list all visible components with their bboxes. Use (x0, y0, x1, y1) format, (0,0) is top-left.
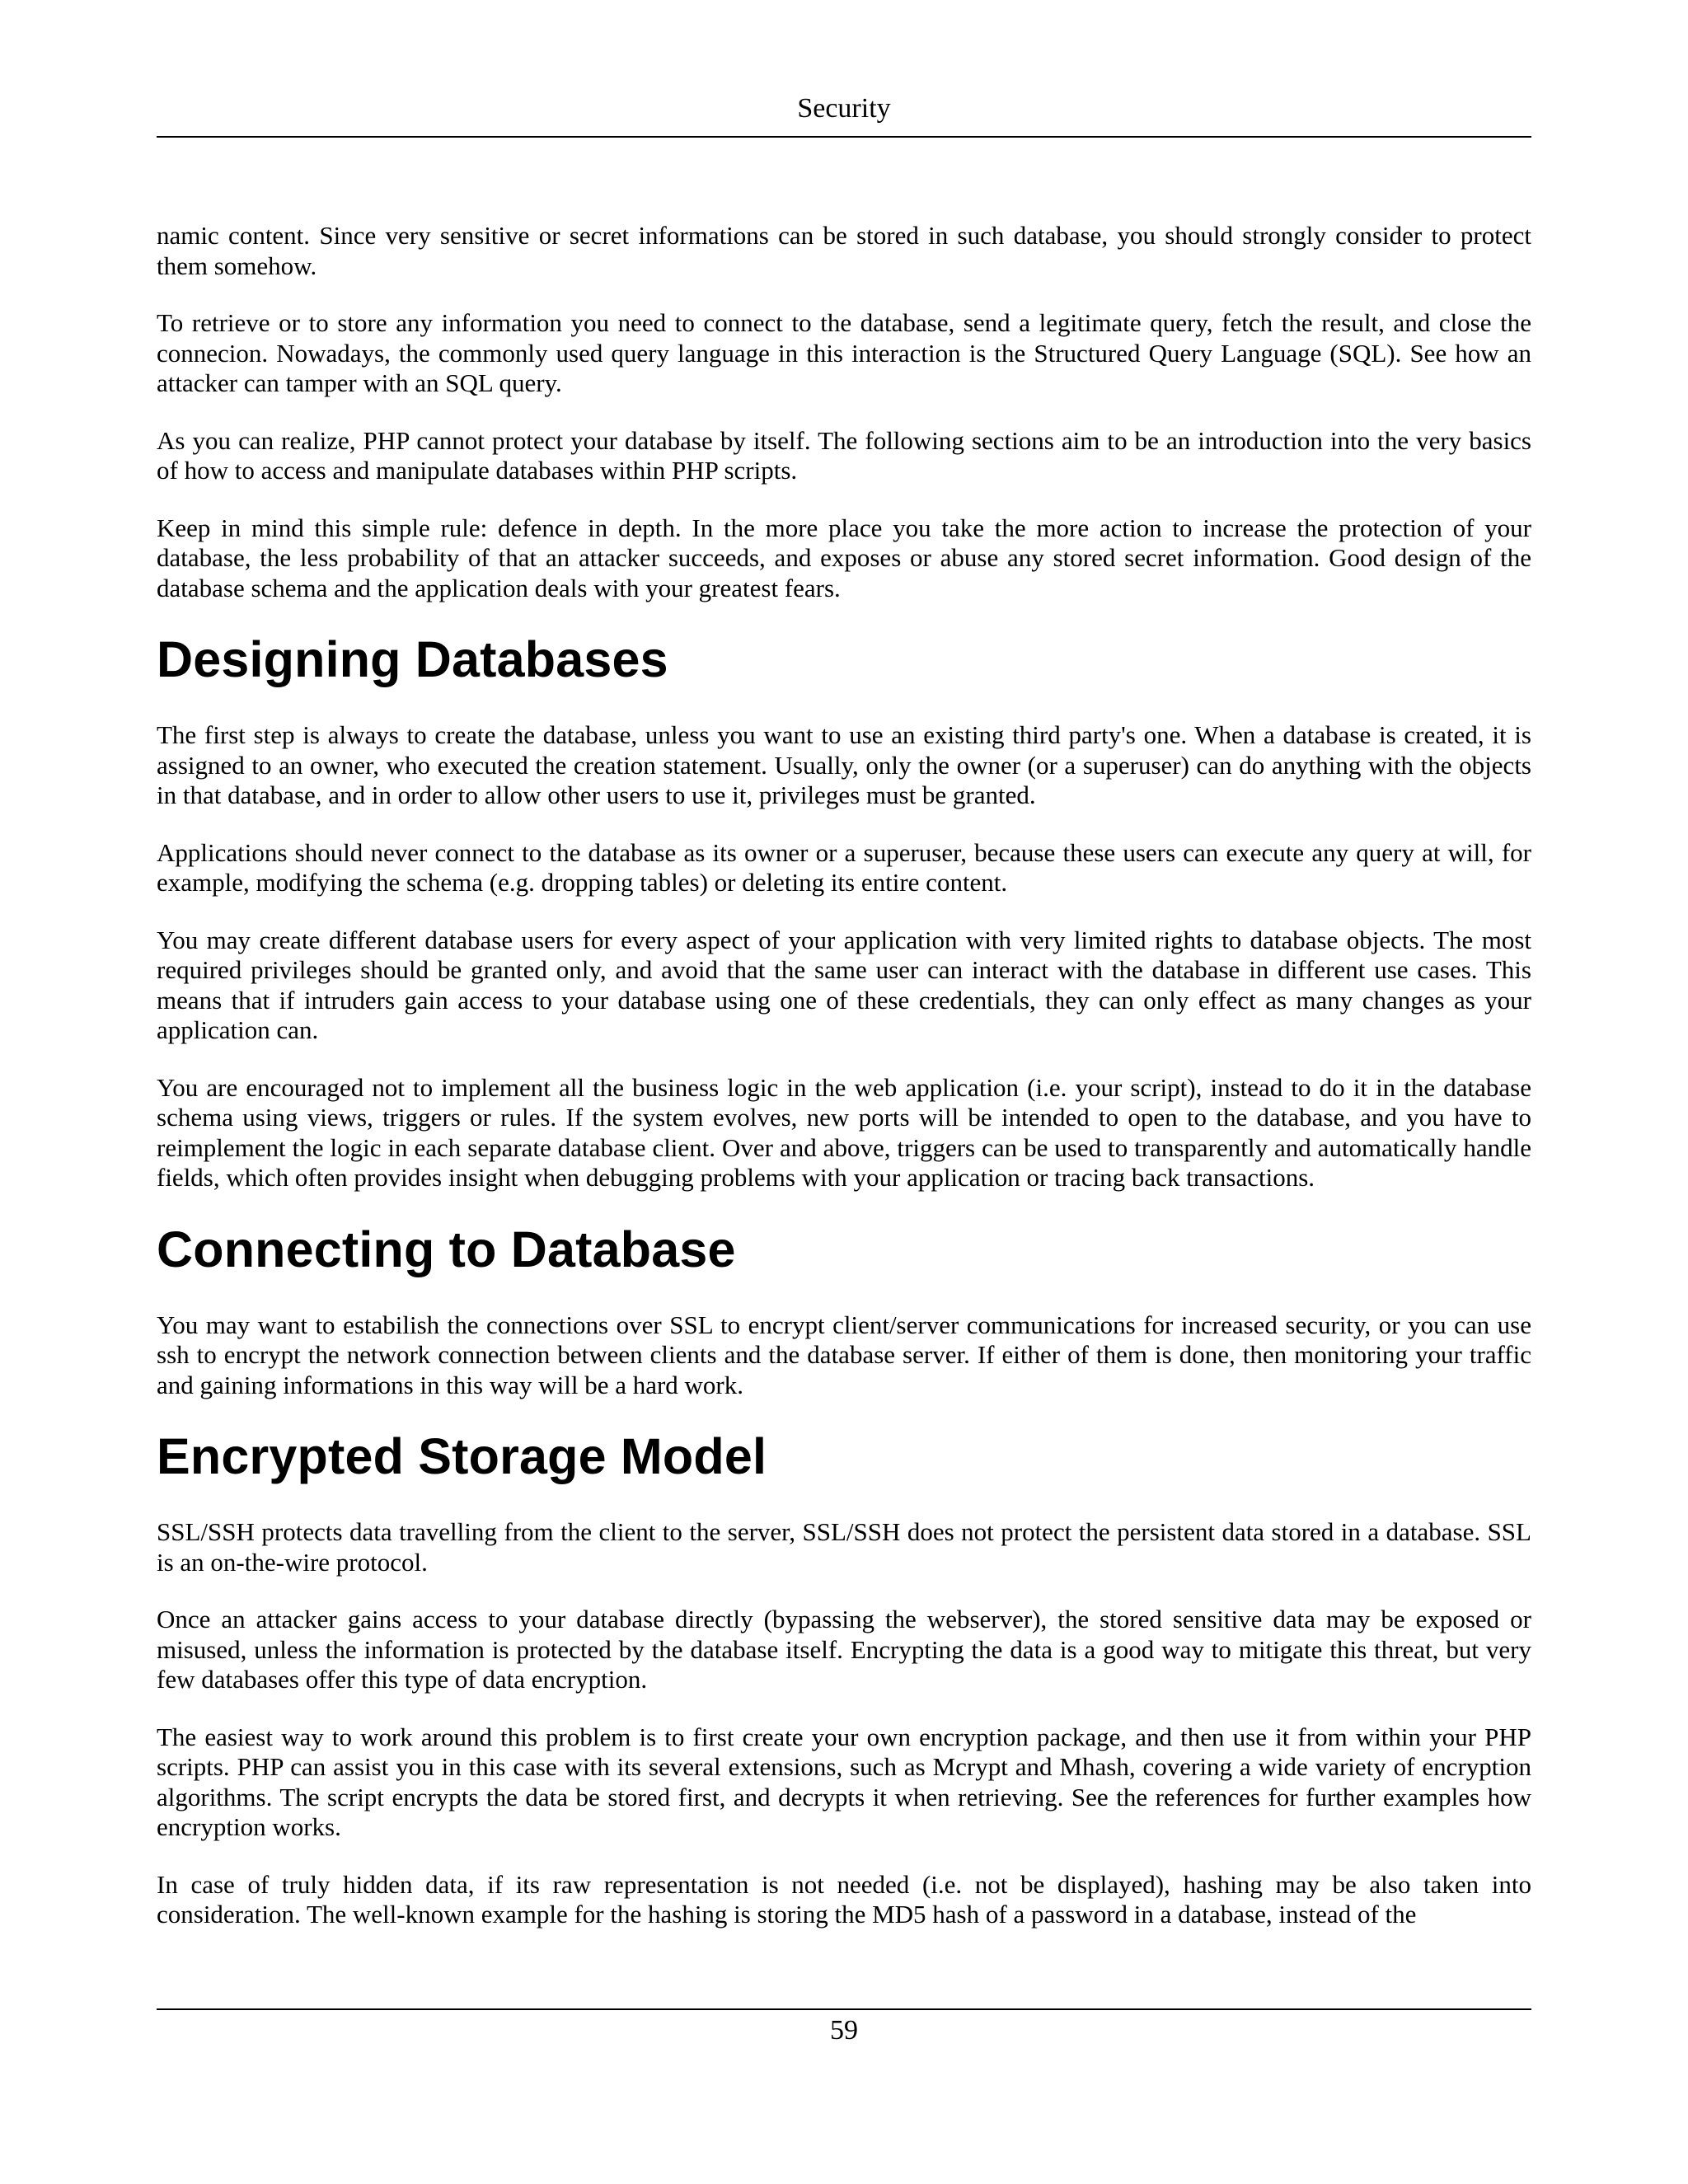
designing-paragraph-2: Applications should never connect to the database as its owner or a superuser, because these users can execute any query at will, for example, modifying the schema (e.g. dropping tables) or deleting its entire content. (157, 837, 1531, 897)
designing-paragraph-1: The first step is always to create the database, unless you want to use an existing third party's one. When a database is created, it is assigned to an owner, who executed the creation statement. Usually, only the owner (or a superuser) can do anything with the objects in that database, and in order to allow other users to use it, privileges must be granted. (157, 720, 1531, 809)
encrypted-paragraph-3: The easiest way to work around this problem is to first create your own encryption package, and then use it from within your PHP scripts. PHP can assist you in this case with its several extensions, such as Mcrypt and Mhash, covering a wide variety of encryption algorithms. The script encrypts the data be stored first, and decrypts it when retrieving. See the references for further examples how encryption works. (157, 1722, 1531, 1841)
encrypted-paragraph-1: SSL/SSH protects data travelling from the client to the server, SSL/SSH does not protect the persistent data stored in a database. SSL is an on-the-wire protocol. (157, 1517, 1531, 1577)
footer-rule (157, 2008, 1531, 2010)
heading-connecting-to-database: Connecting to Database (157, 1221, 736, 1277)
heading-designing-databases: Designing Databases (157, 631, 668, 687)
designing-paragraph-3: You may create different database users for every aspect of your application with very limited rights to database objects. The most required privileges should be granted only, and avoid that the same user can interact with the database in different use cases. This means that if intruders gain access to your database using one of these credentials, they can only effect as many changes as your application can. (157, 925, 1531, 1044)
page-content (157, 221, 1531, 1957)
heading-encrypted-storage-model: Encrypted Storage Model (157, 1428, 767, 1484)
intro-paragraph-4: Keep in mind this simple rule: defence in depth. In the more place you take the more action to increase the protection of your database, the less probability of that an attacker succeeds, and exposes or abuse any stored secret information. Good design of the database schema and the application deals with your greatest fears. (157, 513, 1531, 602)
intro-paragraph-2: To retrieve or to store any information you need to connect to the database, send a legitimate query, fetch the result, and close the connecion. Nowadays, the commonly used query language in this interaction is the Structured Query Language (SQL). See how an attacker can tamper with an SQL query. (157, 308, 1531, 397)
intro-paragraph-1: namic content. Since very sensitive or secret informations can be stored in such database, you should strongly consider to protect them somehow. (157, 221, 1531, 280)
header-rule (157, 136, 1531, 138)
designing-paragraph-4: You are encouraged not to implement all the business logic in the web application (i.e. your script), instead to do it in the database schema using views, triggers or rules. If the system evolves, new ports will be intended to open to the database, and you have to reimplement the logic in each separate database client. Over and above, triggers can be used to transparently and automatically handle fields, which often provides insight when debugging problems with your application or tracing back transactions. (157, 1072, 1531, 1192)
encrypted-paragraph-2: Once an attacker gains access to your database directly (bypassing the webserver), the stored sensitive data may be exposed or misused, unless the information is protected by the database itself. Encrypting the data is a good way to mitigate this threat, but very few databases offer this type of data encryption. (157, 1605, 1531, 1694)
running-header: Security (797, 93, 891, 124)
page-number: 59 (830, 2015, 858, 2046)
connecting-paragraph-1: You may want to estabilish the connections over SSL to encrypt client/server communications for increased security, or you can use ssh to encrypt the network connection between clients and the database server. If either of them is done, then monitoring your traffic and gaining informations in this way will be a hard work. (157, 1310, 1531, 1399)
encrypted-paragraph-4: In case of truly hidden data, if its raw representation is not needed (i.e. not be displayed), hashing may be also taken into consideration. The well-known example for the hashing is storing the MD5 hash of a password in a database, instead of the (157, 1869, 1531, 1929)
intro-paragraph-3: As you can realize, PHP cannot protect your database by itself. The following sections aim to be an introduction into the very basics of how to access and manipulate databases within PHP scripts. (157, 425, 1531, 485)
